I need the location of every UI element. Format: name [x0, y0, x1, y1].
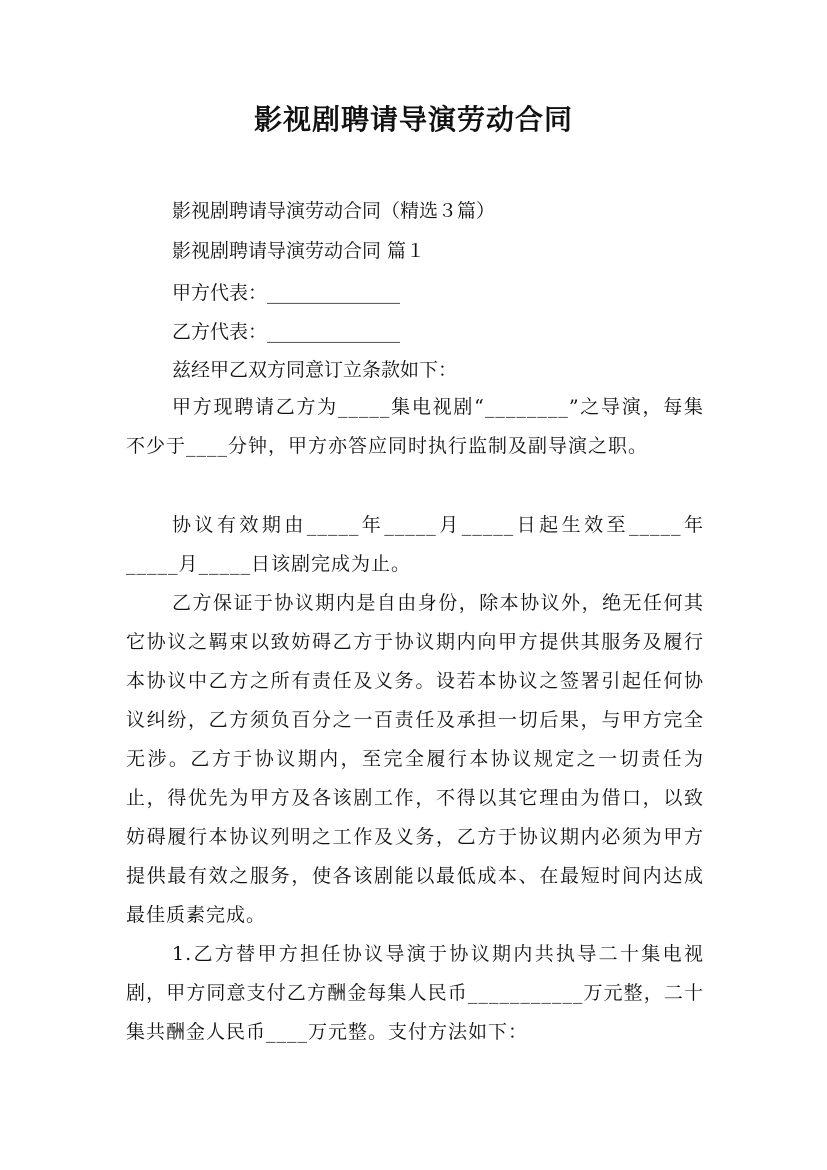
clause-appointment: 甲方现聘请乙方为_____集电视剧“________”之导演，每集不少于____分钟，甲方亦答应同时执行监制及副导演之职。 [126, 396, 704, 457]
agreement-intro: 兹经甲乙双方同意订立条款如下： [172, 359, 458, 381]
party-b-representative: 乙方代表：______________ [172, 321, 401, 343]
document-title: 影视剧聘请导演劳动合同 [253, 103, 573, 136]
party-a-representative: 甲方代表：______________ [172, 282, 401, 304]
clause-remuneration: 1.乙方替甲方担任协议导演于协议期内共执导二十集电视剧，甲方同意支付乙方酬金每集人民币___________万元整，二十集共酬金人民币____万元整。支付方法如下： [126, 943, 704, 1043]
clause-party-b-guarantee: 乙方保证于协议期内是自由身份，除本协议外，绝无任何其它协议之羁束以致妨碍乙方于协议期内向甲方提供其服务及履行本协议中乙方之所有责任及义务。设若本协议之签署引起任何协议纠纷，乙方须负百分之一百责任及承担一切后果，与甲方完全无涉。乙方于协议期内，至完全履行本协议规定之一切责任为止，得优先为甲方及各该剧工作，不得以其它理由为借口，以致妨碍履行本协议列明之工作及义务，乙方于协议期内必须为甲方提供最有效之服务，使各该剧能以最低成本、在最短时间内达成最佳质素完成。 [126, 592, 704, 926]
section-heading: 影视剧聘请导演劳动合同 篇１ [172, 240, 426, 262]
subtitle-line: 影视剧聘请导演劳动合同（精选３篇） [172, 200, 496, 222]
clause-validity-period: 协议有效期由_____年_____月_____日起生效至_____年_____月_____日该剧完成为止。 [126, 514, 704, 575]
